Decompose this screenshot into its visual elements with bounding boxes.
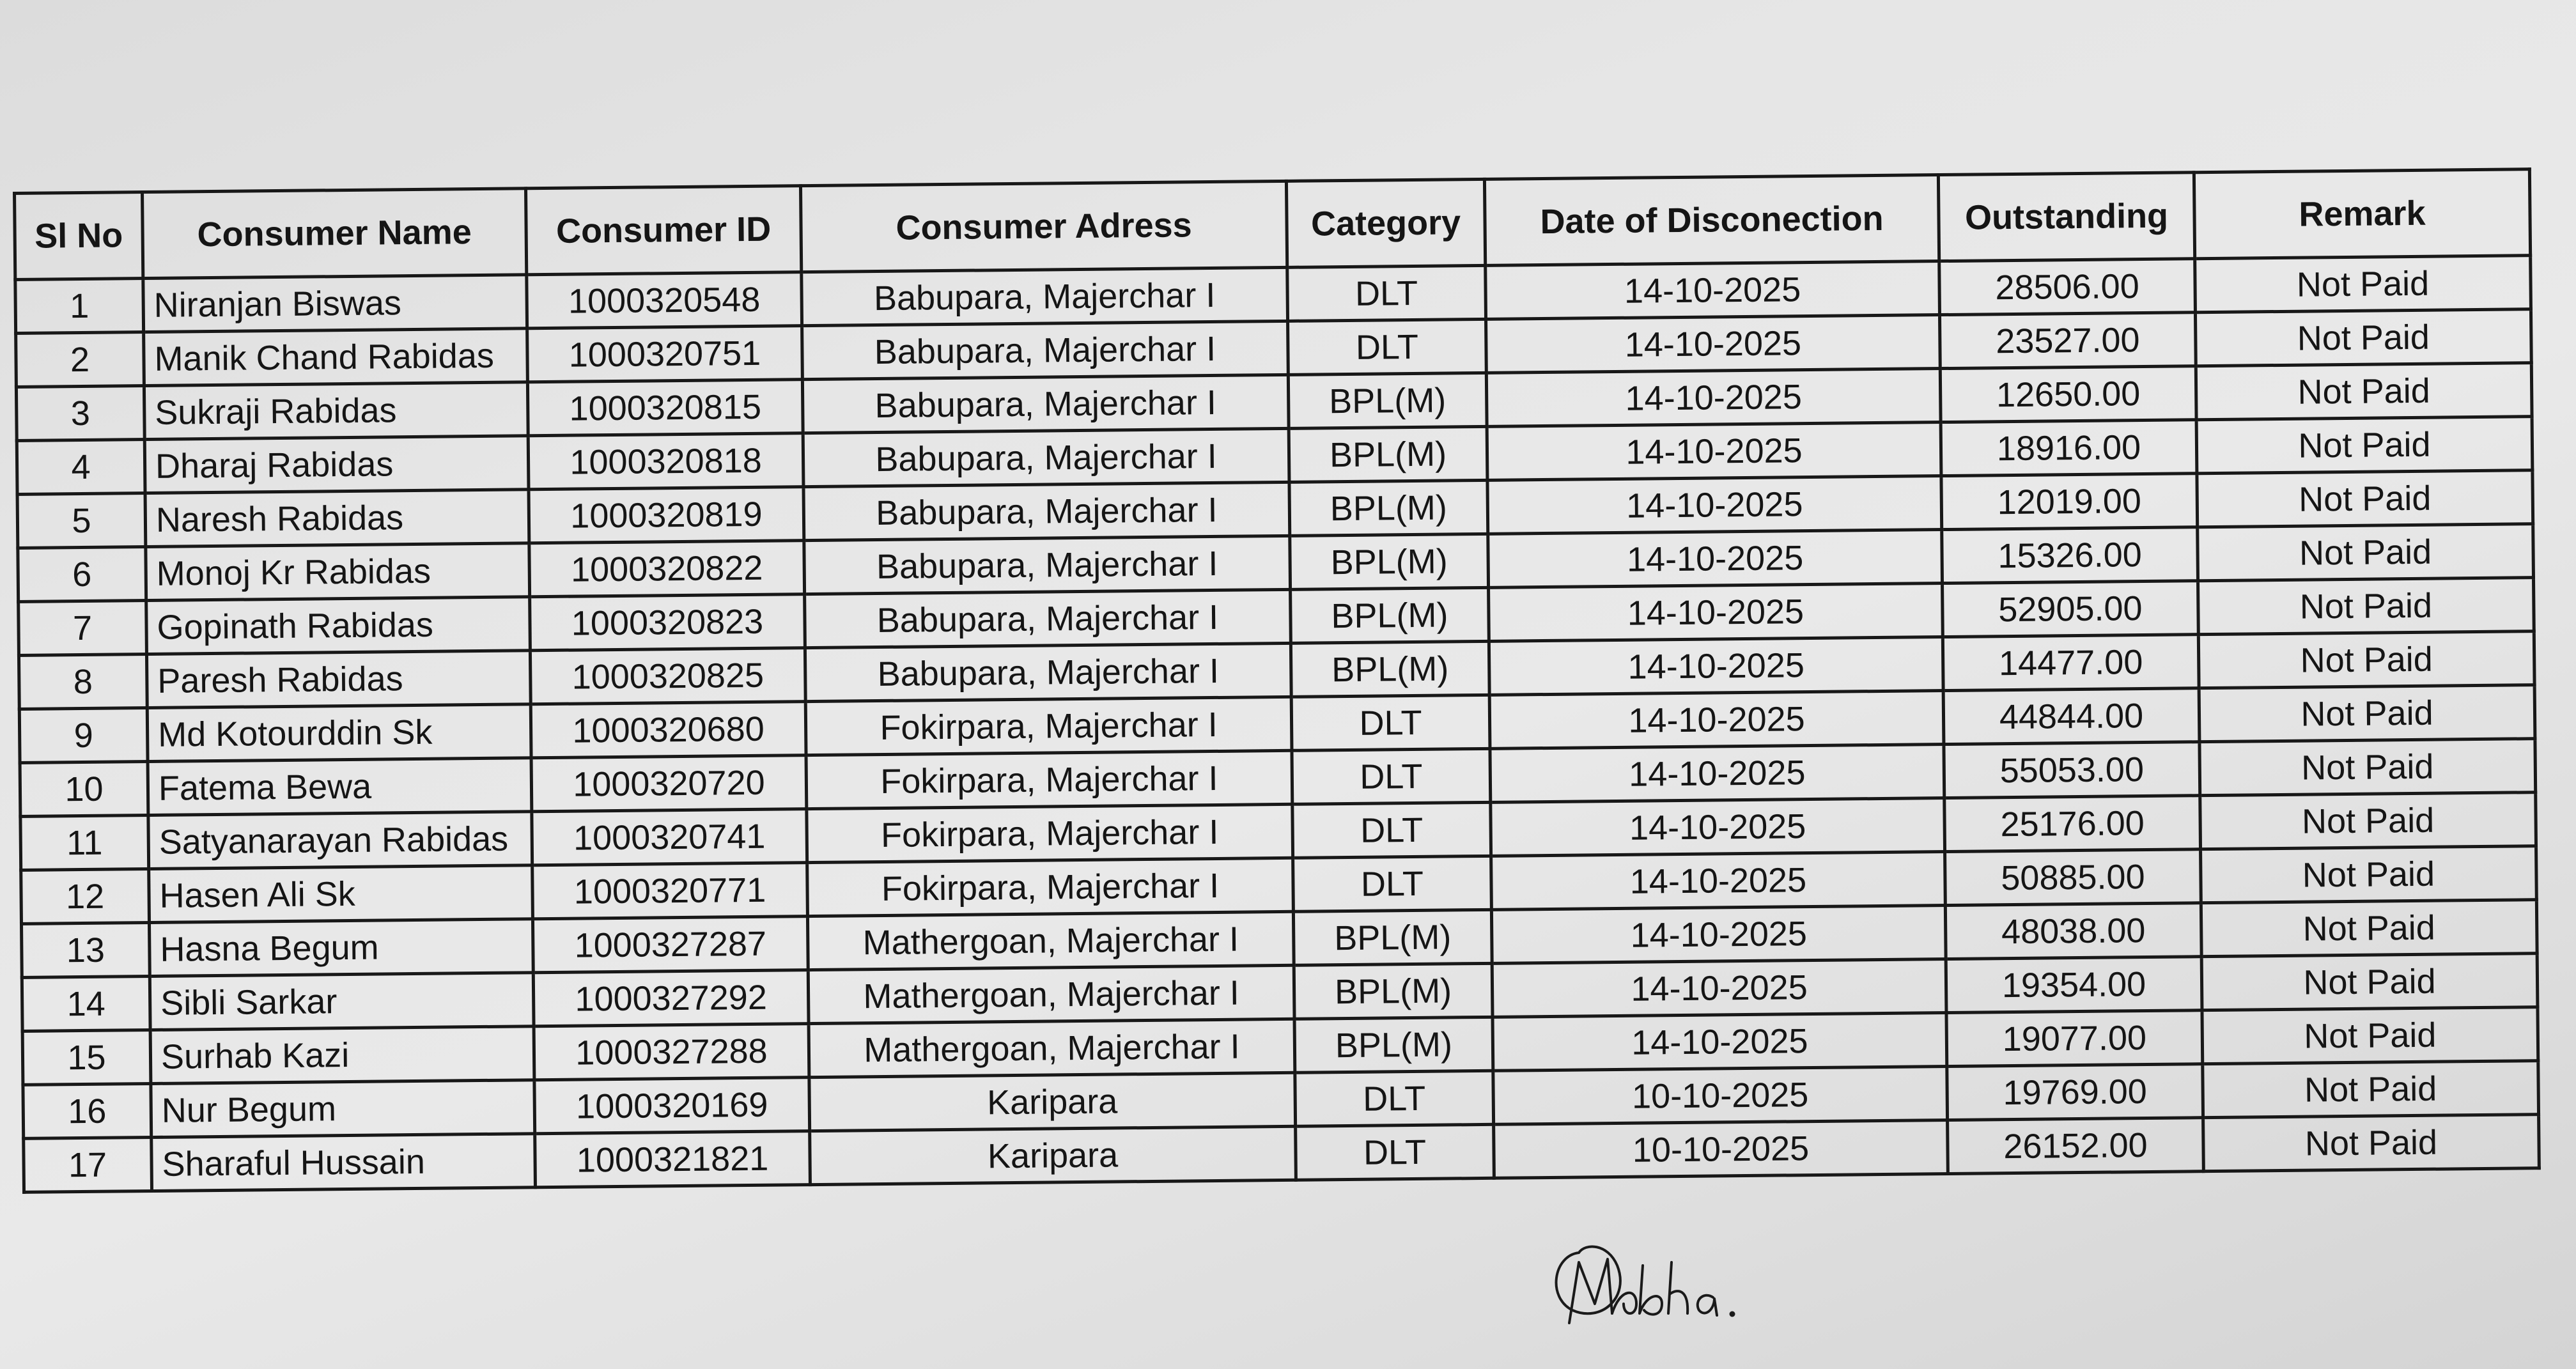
- cell-remark: Not Paid: [2201, 846, 2537, 903]
- cell-remark: Not Paid: [2201, 954, 2538, 1010]
- cell-consumer-address: Fokirpara, Majerchar I: [806, 750, 1292, 808]
- cell-date-of-disconnection: 14-10-2025: [1486, 315, 1941, 373]
- cell-consumer-address: Babupara, Majerchar I: [805, 643, 1291, 701]
- cell-category: DLT: [1292, 802, 1491, 858]
- cell-sl-no: 3: [16, 386, 144, 441]
- cell-outstanding: 14477.00: [1943, 635, 2199, 691]
- cell-remark: Not Paid: [2198, 578, 2534, 635]
- cell-category: DLT: [1293, 856, 1492, 911]
- cell-category: DLT: [1292, 748, 1491, 804]
- cell-remark: Not Paid: [2195, 256, 2531, 313]
- cell-outstanding: 18916.00: [1941, 420, 2197, 476]
- cell-sl-no: 17: [24, 1137, 152, 1192]
- cell-sl-no: 14: [22, 976, 150, 1031]
- cell-remark: Not Paid: [2198, 631, 2534, 688]
- header-sl-no: Sl No: [15, 192, 143, 280]
- cell-sl-no: 2: [16, 332, 144, 387]
- cell-date-of-disconnection: 14-10-2025: [1489, 584, 1943, 642]
- cell-outstanding: 52905.00: [1943, 581, 2199, 637]
- cell-outstanding: 50885.00: [1945, 849, 2201, 906]
- cell-consumer-name: Dharaj Rabidas: [144, 436, 529, 493]
- cell-consumer-id: 1000320548: [527, 272, 802, 329]
- cell-consumer-id: 1000320741: [532, 809, 807, 865]
- cell-consumer-address: Mathergoan, Majerchar I: [808, 965, 1294, 1023]
- cell-remark: Not Paid: [2195, 309, 2531, 366]
- cell-consumer-id: 1000320825: [530, 648, 805, 704]
- cell-consumer-name: Sukraji Rabidas: [144, 382, 528, 440]
- header-outstanding: Outstanding: [1938, 173, 2194, 261]
- header-category: Category: [1286, 179, 1485, 267]
- cell-consumer-name: Paresh Rabidas: [146, 651, 531, 708]
- cell-consumer-address: Babupara, Majerchar I: [805, 589, 1291, 647]
- cell-date-of-disconnection: 14-10-2025: [1489, 637, 1943, 695]
- header-consumer-address: Consumer Adress: [800, 181, 1287, 272]
- cell-consumer-name: Manik Chand Rabidas: [144, 329, 528, 386]
- cell-remark: Not Paid: [2197, 470, 2533, 527]
- cell-outstanding: 28506.00: [1939, 259, 2196, 315]
- cell-consumer-id: 1000320720: [531, 755, 807, 812]
- cell-category: BPL(M): [1290, 534, 1489, 589]
- cell-consumer-name: Niranjan Biswas: [143, 275, 527, 332]
- cell-sl-no: 11: [20, 816, 149, 870]
- cell-consumer-id: 1000320680: [531, 702, 806, 758]
- cell-consumer-name: Surhab Kazi: [150, 1026, 534, 1084]
- cell-date-of-disconnection: 14-10-2025: [1486, 261, 1940, 320]
- cell-outstanding: 26152.00: [1948, 1118, 2204, 1174]
- cell-consumer-address: Babupara, Majerchar I: [803, 428, 1289, 486]
- cell-outstanding: 19769.00: [1947, 1064, 2203, 1120]
- cell-sl-no: 10: [20, 762, 148, 817]
- cell-outstanding: 55053.00: [1944, 742, 2200, 798]
- cell-consumer-name: Fatema Bewa: [148, 758, 532, 816]
- header-remark: Remark: [2194, 169, 2530, 259]
- cell-category: DLT: [1291, 695, 1490, 750]
- cell-consumer-name: Satyanarayan Rabidas: [148, 812, 532, 869]
- cell-consumer-address: Karipara: [809, 1072, 1296, 1131]
- cell-consumer-name: Sibli Sarkar: [150, 973, 534, 1030]
- cell-date-of-disconnection: 14-10-2025: [1489, 691, 1944, 749]
- cell-outstanding: 23527.00: [1939, 313, 2196, 369]
- cell-consumer-address: Fokirpara, Majerchar I: [807, 804, 1293, 862]
- cell-category: DLT: [1288, 319, 1487, 375]
- table-body: [15, 256, 2540, 1193]
- cell-category: BPL(M): [1289, 426, 1487, 482]
- cell-date-of-disconnection: 10-10-2025: [1494, 1120, 1948, 1179]
- cell-category: BPL(M): [1288, 373, 1487, 428]
- cell-consumer-address: Fokirpara, Majerchar I: [807, 858, 1294, 916]
- cell-remark: Not Paid: [2203, 1115, 2540, 1172]
- cell-category: DLT: [1295, 1071, 1494, 1126]
- cell-category: DLT: [1287, 265, 1486, 321]
- cell-remark: Not Paid: [2203, 1061, 2539, 1118]
- cell-consumer-id: 1000320169: [534, 1078, 810, 1134]
- cell-remark: Not Paid: [2196, 417, 2533, 474]
- cell-consumer-id: 1000320815: [527, 380, 803, 436]
- cell-consumer-id: 1000320751: [527, 326, 803, 382]
- cell-outstanding: 25176.00: [1944, 796, 2201, 852]
- disconnection-list: [13, 167, 2541, 1194]
- cell-consumer-name: Hasna Begum: [149, 919, 533, 977]
- cell-consumer-address: Mathergoan, Majerchar I: [807, 911, 1294, 970]
- cell-date-of-disconnection: 14-10-2025: [1491, 906, 1946, 964]
- cell-consumer-name: Md Kotourddin Sk: [147, 704, 531, 762]
- cell-consumer-name: Gopinath Rabidas: [146, 597, 531, 654]
- cell-date-of-disconnection: 14-10-2025: [1487, 422, 1941, 481]
- cell-sl-no: 15: [22, 1030, 151, 1085]
- cell-date-of-disconnection: 14-10-2025: [1486, 369, 1941, 427]
- cell-consumer-id: 1000320822: [529, 541, 805, 597]
- cell-category: BPL(M): [1291, 587, 1489, 643]
- cell-outstanding: 15326.00: [1942, 527, 2198, 584]
- cell-consumer-id: 1000327287: [532, 917, 808, 973]
- cell-sl-no: 4: [17, 440, 145, 495]
- cell-date-of-disconnection: 14-10-2025: [1491, 852, 1946, 910]
- cell-consumer-address: Babupara, Majerchar I: [802, 321, 1289, 379]
- cell-sl-no: 7: [19, 601, 147, 656]
- cell-consumer-address: Babupara, Majerchar I: [804, 536, 1291, 594]
- cell-remark: Not Paid: [2196, 363, 2532, 420]
- cell-remark: Not Paid: [2200, 793, 2536, 849]
- cell-date-of-disconnection: 14-10-2025: [1491, 798, 1945, 856]
- cell-consumer-id: 1000321821: [535, 1131, 811, 1187]
- cell-consumer-name: Sharaful Hussain: [151, 1134, 536, 1191]
- cell-remark: Not Paid: [2199, 685, 2535, 742]
- cell-date-of-disconnection: 14-10-2025: [1493, 1013, 1947, 1071]
- cell-sl-no: 16: [23, 1083, 151, 1138]
- cell-consumer-id: 1000320818: [528, 433, 803, 490]
- header-consumer-name: Consumer Name: [143, 189, 527, 279]
- cell-date-of-disconnection: 14-10-2025: [1492, 959, 1946, 1017]
- handwritten-signature: [1540, 1227, 1771, 1336]
- cell-consumer-name: Hasen Ali Sk: [149, 865, 533, 923]
- cell-date-of-disconnection: 14-10-2025: [1488, 530, 1943, 588]
- cell-consumer-address: Babupara, Majerchar I: [803, 482, 1290, 540]
- cell-consumer-address: Mathergoan, Majerchar I: [809, 1019, 1295, 1077]
- cell-consumer-address: Babupara, Majerchar I: [802, 267, 1288, 325]
- cell-date-of-disconnection: 10-10-2025: [1493, 1067, 1948, 1125]
- cell-sl-no: 5: [17, 493, 146, 548]
- cell-category: BPL(M): [1291, 641, 1489, 697]
- cell-consumer-id: 1000327288: [534, 1024, 809, 1080]
- cell-consumer-id: 1000320819: [529, 487, 804, 543]
- cell-sl-no: 9: [19, 708, 148, 763]
- cell-sl-no: 8: [19, 654, 147, 709]
- cell-outstanding: 19354.00: [1946, 957, 2202, 1013]
- cell-category: BPL(M): [1294, 963, 1493, 1019]
- cell-sl-no: 6: [18, 547, 146, 602]
- cell-outstanding: 12019.00: [1941, 474, 2198, 530]
- cell-category: BPL(M): [1293, 909, 1492, 965]
- header-consumer-id: Consumer ID: [525, 186, 801, 275]
- cell-consumer-id: 1000320823: [530, 594, 805, 651]
- cell-remark: Not Paid: [2201, 900, 2537, 957]
- cell-consumer-name: Nur Begum: [151, 1080, 535, 1138]
- consumer-table: [13, 167, 2541, 1194]
- header-date-of-disconnection: Date of Disconection: [1484, 175, 1939, 266]
- cell-category: BPL(M): [1289, 480, 1488, 536]
- cell-remark: Not Paid: [2202, 1007, 2538, 1064]
- cell-sl-no: 13: [21, 923, 150, 978]
- cell-date-of-disconnection: 14-10-2025: [1487, 476, 1942, 534]
- cell-sl-no: 1: [15, 279, 144, 334]
- cell-outstanding: 12650.00: [1940, 366, 2196, 422]
- cell-outstanding: 44844.00: [1943, 688, 2200, 745]
- cell-outstanding: 48038.00: [1945, 903, 2201, 959]
- cell-date-of-disconnection: 14-10-2025: [1490, 745, 1944, 803]
- cell-remark: Not Paid: [2200, 739, 2536, 796]
- cell-sl-no: 12: [21, 869, 150, 924]
- cell-category: DLT: [1296, 1124, 1494, 1180]
- cell-consumer-address: Karipara: [810, 1126, 1296, 1184]
- cell-consumer-id: 1000320771: [532, 863, 808, 919]
- cell-remark: Not Paid: [2198, 524, 2534, 581]
- cell-outstanding: 19077.00: [1946, 1010, 2203, 1067]
- cell-consumer-address: Babupara, Majerchar I: [802, 375, 1289, 433]
- cell-consumer-name: Naresh Rabidas: [145, 490, 529, 547]
- cell-consumer-id: 1000327292: [533, 970, 809, 1026]
- cell-category: BPL(M): [1294, 1017, 1493, 1072]
- cell-consumer-address: Fokirpara, Majerchar I: [805, 697, 1292, 755]
- cell-consumer-name: Monoj Kr Rabidas: [146, 543, 530, 601]
